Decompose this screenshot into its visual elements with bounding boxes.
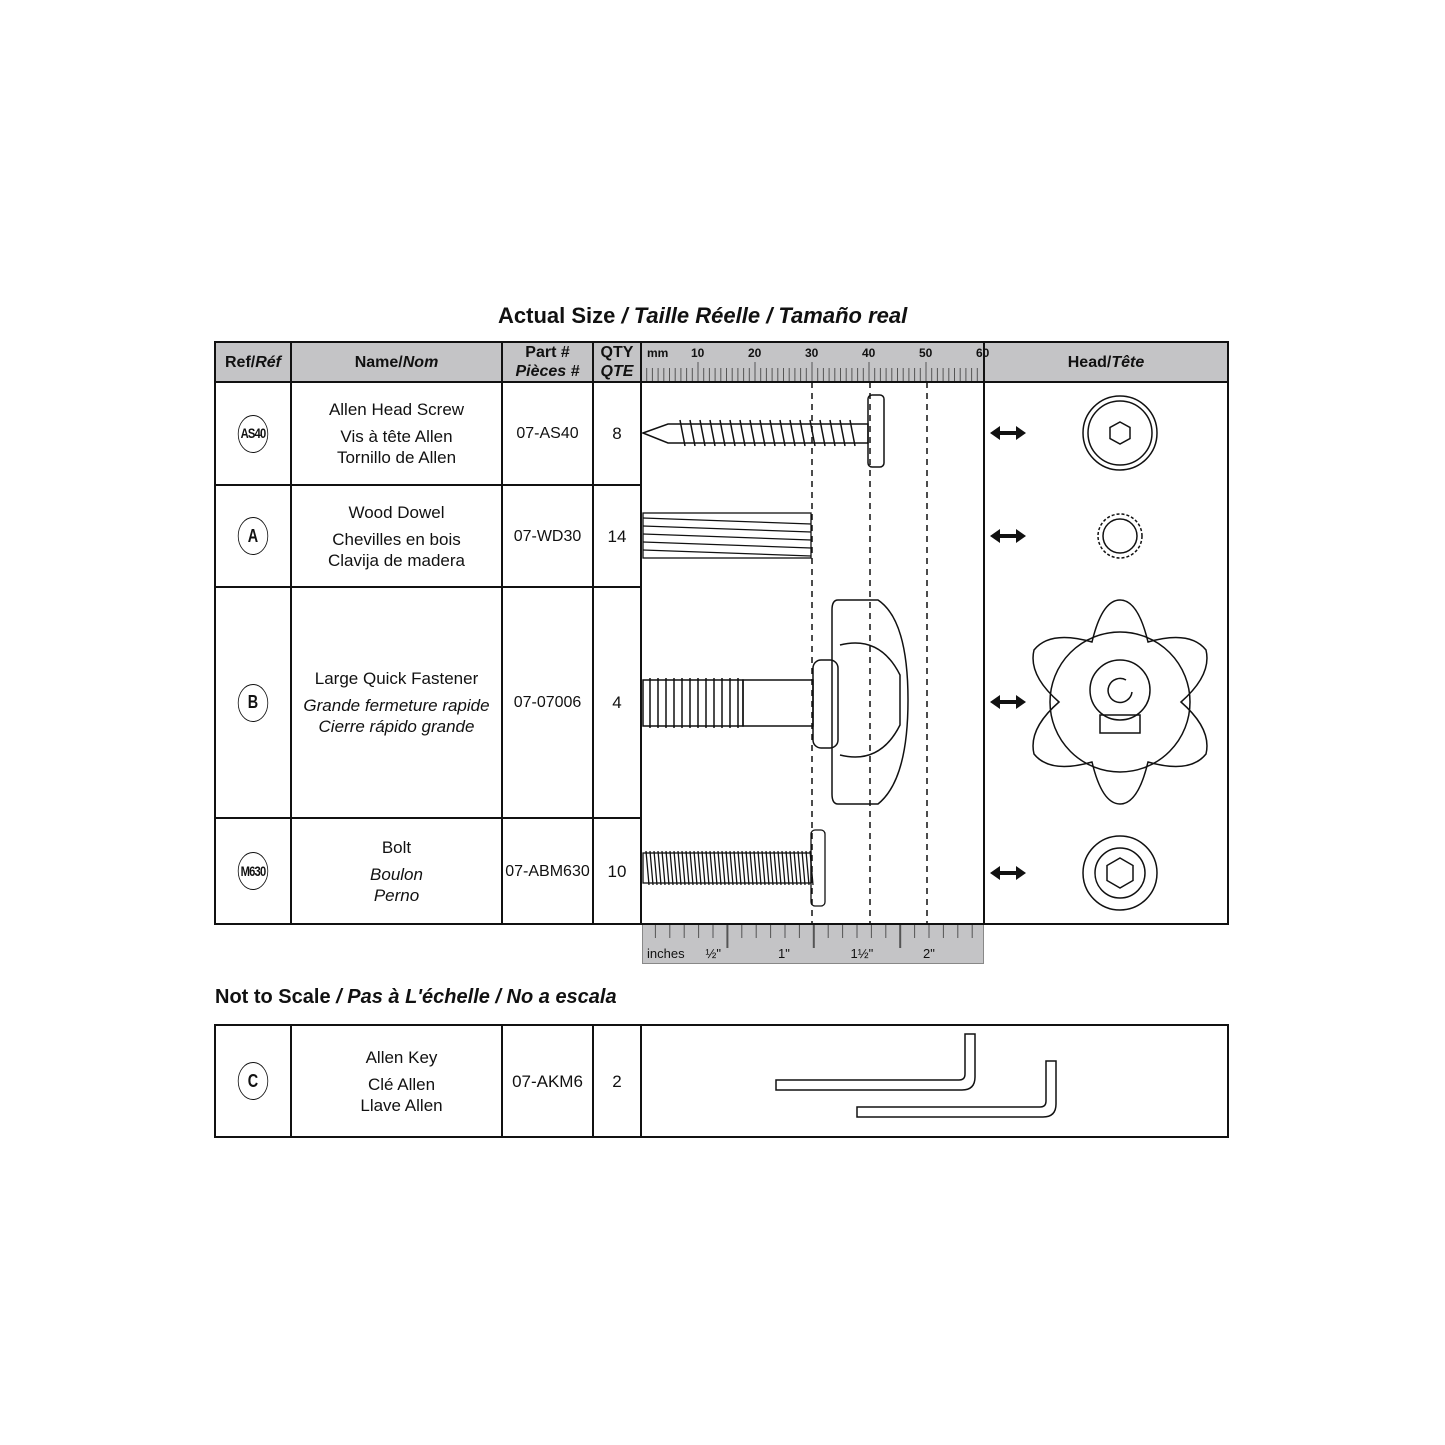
table-row	[215, 587, 291, 818]
inch-tick-label: 1½"	[850, 946, 874, 961]
part-name: Allen Head Screw Vis à tête Allen Tornillo de Allen	[328, 400, 465, 467]
part-name: Wood Dowel Chevilles en bois Clavija de madera	[327, 502, 465, 570]
fastener-drawing	[643, 600, 908, 804]
header-name: Name/Nom	[291, 342, 502, 382]
quantity: 2	[612, 1071, 622, 1091]
actual-size-title: Actual Size / Taille Réelle / Tamaño real	[498, 303, 908, 328]
table-row	[215, 382, 291, 485]
part-name: Large Quick Fastener Grande fermeture rapide Cierre rápido grande	[303, 669, 490, 736]
ref-badge: B	[238, 684, 268, 722]
part-name: Allen Key Clé Allen Llave Allen	[360, 1047, 443, 1115]
header-head: Head/Tête	[984, 342, 1228, 382]
mm-tick-label: 20	[748, 346, 762, 360]
ref-badge: A	[238, 517, 268, 555]
part-number: 07-ABM630	[505, 862, 590, 880]
bolt-drawing	[643, 830, 825, 906]
header-qty: QTY QTE	[593, 342, 641, 382]
part-number: 07-AS40	[516, 425, 579, 442]
dowel-drawing	[643, 513, 811, 558]
screw-drawing	[643, 395, 884, 467]
ref-badge: M630	[238, 852, 268, 890]
part-number: 07-WD30	[513, 527, 582, 545]
mm-tick-label: 60	[976, 346, 990, 360]
inch-tick-label: 2"	[923, 946, 935, 961]
quantity: 8	[612, 424, 622, 443]
quantity: 10	[607, 861, 627, 881]
quantity: 4	[612, 693, 622, 712]
part-number: 07-07006	[513, 694, 582, 711]
header-part: Part # Pièces #	[502, 342, 593, 382]
mm-tick-label: 50	[919, 346, 933, 360]
ref-badge: AS40	[238, 415, 268, 453]
inch-label: inches	[647, 946, 685, 961]
arrow-icons	[990, 426, 1026, 880]
mm-tick-label: 40	[862, 346, 876, 360]
part-name: Bolt Boulon Perno	[370, 837, 423, 905]
ref-badge: C	[238, 1062, 268, 1100]
allen-key-drawing	[776, 1034, 1056, 1117]
inch-tick-label: 1"	[778, 946, 790, 961]
quantity: 14	[607, 526, 627, 546]
inch-tick-label: ½"	[705, 946, 721, 961]
table-row	[215, 818, 291, 924]
mm-tick-label: 10	[691, 346, 705, 360]
part-number: 07-AKM6	[512, 1071, 583, 1091]
mm-label: mm	[647, 346, 669, 360]
table-row	[215, 485, 291, 587]
mm-tick-label: 30	[805, 346, 819, 360]
not-to-scale-title: Not to Scale / Pas à L'échelle / No a escala	[215, 986, 617, 1008]
header-ref: Ref/Réf	[215, 342, 291, 382]
head-drawings	[1033, 396, 1207, 910]
